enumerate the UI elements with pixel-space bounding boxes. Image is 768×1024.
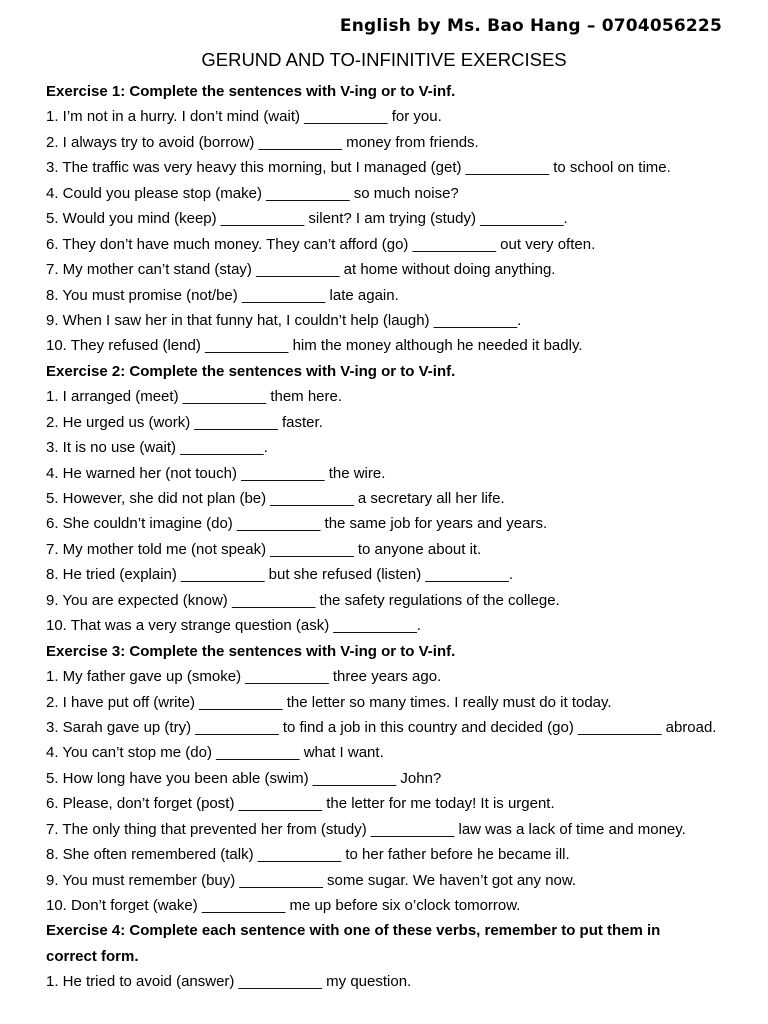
exercise-3-item-7: 7. The only thing that prevented her from (study) __________ law was a lack of time and money. <box>46 820 686 838</box>
exercise-4-heading-line-1: Exercise 4: Complete each sentence with one of these verbs, remember to put them in <box>46 922 661 940</box>
exercise-1-item-1: 1. I’m not in a hurry. I don’t mind (wait) __________ for you. <box>46 108 442 126</box>
exercise-2-item-7: 7. My mother told me (not speak) __________ to anyone about it. <box>46 540 482 558</box>
exercise-3-item-8: 8. She often remembered (talk) __________ to her father before he became ill. <box>46 846 570 864</box>
exercise-2-item-3: 3. It is no use (wait) __________. <box>46 439 268 457</box>
exercise-1-item-3: 3. The traffic was very heavy this morning, but I managed (get) __________ to school on time. <box>46 159 671 177</box>
exercise-1-item-8: 8. You must promise (not/be) __________ late again. <box>46 286 399 304</box>
exercise-1-item-9: 9. When I saw her in that funny hat, I couldn’t help (laugh) __________. <box>46 311 522 329</box>
exercise-2-heading: Exercise 2: Complete the sentences with V-ing or to V-inf. <box>46 362 456 380</box>
exercise-1-item-2: 2. I always try to avoid (borrow) __________ money from friends. <box>46 133 479 151</box>
exercise-2-item-9: 9. You are expected (know) __________ the safety regulations of the college. <box>46 591 560 609</box>
page-title: GERUND AND TO-INFINITIVE EXERCISES <box>201 49 567 70</box>
exercise-2-item-1: 1. I arranged (meet) __________ them here. <box>46 388 343 406</box>
exercise-3-item-9: 9. You must remember (buy) __________ some sugar. We haven’t got any now. <box>46 871 577 889</box>
exercise-3-heading: Exercise 3: Complete the sentences with V-ing or to V-inf. <box>46 642 456 660</box>
exercise-1-item-6: 6. They don’t have much money. They can’t afford (go) __________ out very often. <box>46 235 596 253</box>
exercise-3-item-2: 2. I have put off (write) __________ the letter so many times. I really must do it today. <box>46 693 612 711</box>
exercise-1-item-7: 7. My mother can’t stand (stay) __________ at home without doing anything. <box>46 261 556 279</box>
exercise-2-item-4: 4. He warned her (not touch) __________ the wire. <box>46 464 386 482</box>
exercise-2-item-2: 2. He urged us (work) __________ faster. <box>46 413 323 431</box>
exercise-1-item-5: 5. Would you mind (keep) __________ silent? I am trying (study) __________. <box>46 210 568 228</box>
exercise-3-item-4: 4. You can’t stop me (do) __________ what I want. <box>46 744 384 762</box>
exercise-3-item-1: 1. My father gave up (smoke) __________ three years ago. <box>46 668 442 686</box>
worksheet-body <box>46 79 764 995</box>
exercise-2-item-6: 6. She couldn’t imagine (do) __________ the same job for years and years. <box>46 515 548 533</box>
exercise-1-item-4: 4. Could you please stop (make) __________ so much noise? <box>46 184 459 202</box>
exercise-2-item-5: 5. However, she did not plan (be) __________ a secretary all her life. <box>46 490 505 507</box>
exercise-3-item-5: 5. How long have you been able (swim) __________ John? <box>46 769 442 787</box>
exercise-3-item-6: 6. Please, don’t forget (post) __________ the letter for me today! It is urgent. <box>46 795 555 813</box>
exercise-2-item-8: 8. He tried (explain) __________ but she refused (listen) __________. <box>46 566 513 584</box>
exercise-2-item-10: 10. That was a very strange question (ask) __________. <box>46 617 421 635</box>
exercise-3-item-3: 3. Sarah gave up (try) __________ to find a job in this country and decided (go) __________ abroad. <box>46 718 717 736</box>
exercise-3-item-10: 10. Don’t forget (wake) __________ me up before six o’clock tomorrow. <box>46 897 521 914</box>
exercise-1-heading: Exercise 1: Complete the sentences with V-ing or to V-inf. <box>46 83 456 100</box>
exercise-1-item-10: 10. They refused (lend) __________ him the money although he needed it badly. <box>46 337 583 355</box>
author-header: English by Ms. Bao Hang – 0704056225 <box>339 16 722 36</box>
exercise-4-heading-line-2: correct form. <box>46 947 139 965</box>
exercise-4-item-1: 1. He tried to avoid (answer) __________ my question. <box>46 973 412 991</box>
